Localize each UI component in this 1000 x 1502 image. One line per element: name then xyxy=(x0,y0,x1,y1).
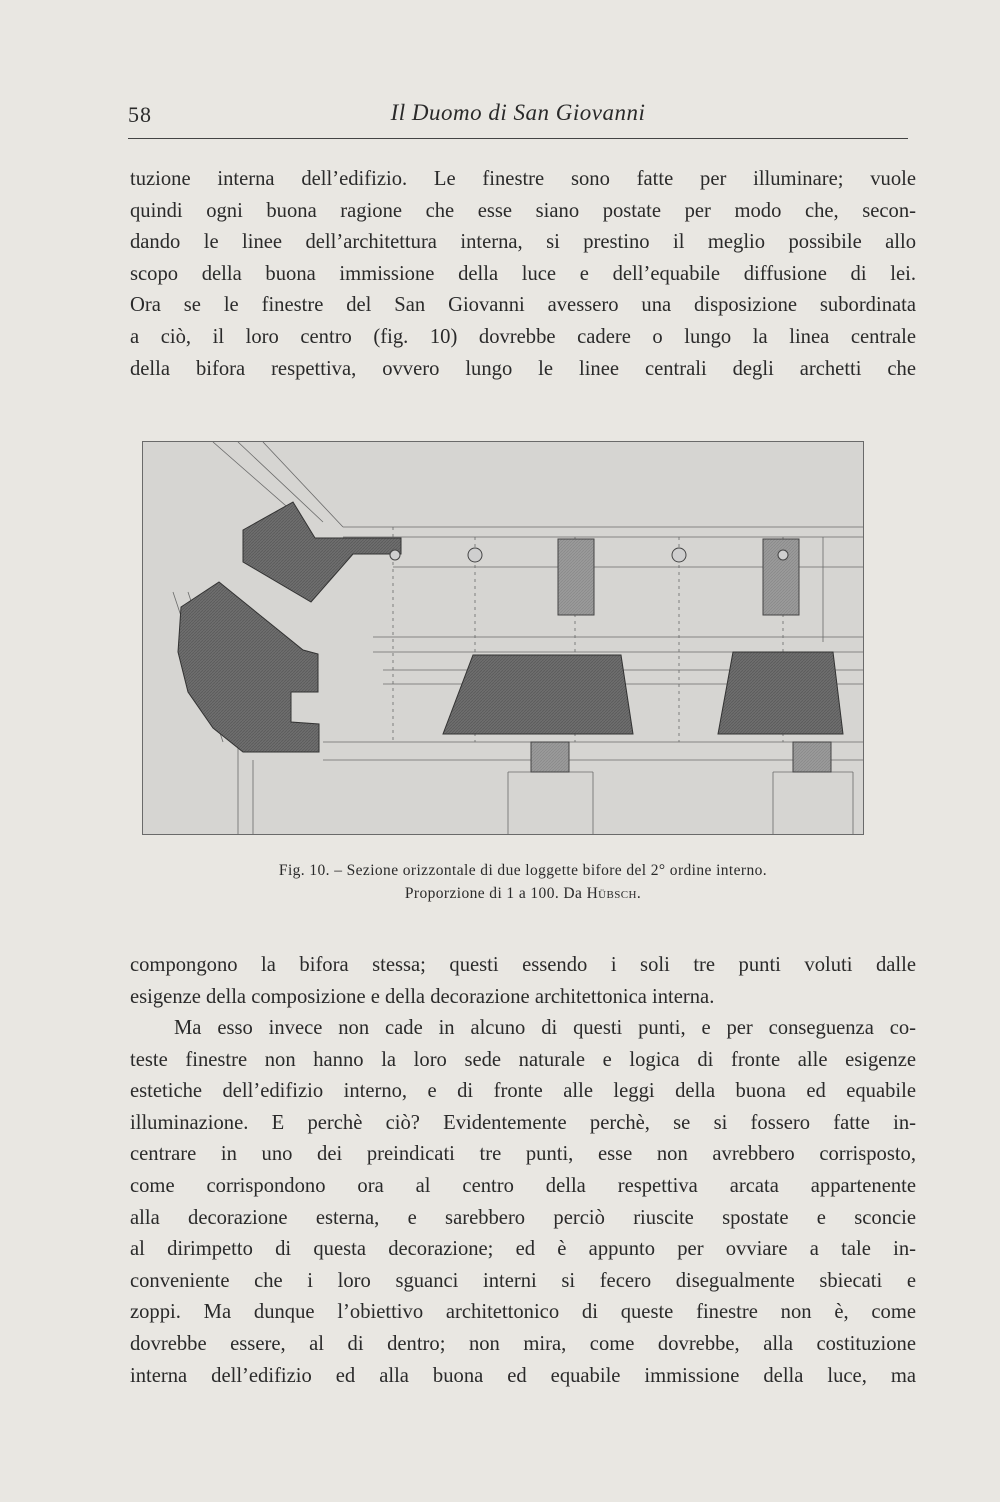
text-line: tuzione interna dell’edifizio. Le finestre sono fatte per illuminare; vuole xyxy=(130,168,916,190)
text-line: teste finestre non hanno la loro sede naturale e logica di fronte alle esigenze xyxy=(130,1048,916,1071)
text-line: interna dell’edifizio ed alla buona ed equabile immissione della luce, ma xyxy=(130,1364,916,1387)
floor-plan-drawing xyxy=(143,442,863,834)
caption-author: Hübsch. xyxy=(586,885,642,902)
text-line: illuminazione. E perchè ciò? Evidentemente perchè, se si fossero fatte in- xyxy=(130,1111,916,1134)
text-line: quindi ogni buona ragione che esse siano postate per modo che, secon- xyxy=(130,199,916,222)
paragraph-top xyxy=(130,164,916,385)
running-title: Il Duomo di San Giovanni xyxy=(390,100,646,125)
text-line: come corrispondono ora al centro della respettiva arcata appartenente xyxy=(130,1174,916,1197)
paragraph-bottom-2 xyxy=(130,1013,916,1392)
text-line: dando le linee dell’architettura interna, si prestino il meglio possibile allo xyxy=(130,231,916,254)
text-line: esigenze della composizione e della decorazione architettonica interna. xyxy=(130,985,715,1008)
figure-caption xyxy=(130,859,916,905)
paragraph-bottom-1 xyxy=(130,950,916,1013)
text-line: a ciò, il loro centro (fig. 10) dovrebbe cadere o lungo la linea centrale xyxy=(130,325,916,348)
text-line: compongono la bifora stessa; questi essendo i soli tre punti voluti dalle xyxy=(130,954,916,976)
text-line: scopo della buona immissione della luce e dell’equabile diffusione di lei. xyxy=(130,262,916,285)
text-line: zoppi. Ma dunque l’obiettivo architettonico di queste finestre non è, come xyxy=(130,1301,916,1324)
architectural-section-figure xyxy=(142,441,864,835)
caption-line xyxy=(130,882,916,905)
text-line: estetiche dell’edifizio interno, e di fronte alle leggi della buona ed equabile xyxy=(130,1080,916,1103)
text-line: centrare in uno dei preindicati tre punti, esse non avrebbero corrisposto, xyxy=(130,1143,916,1166)
text-line: Ora se le finestre del San Giovanni avessero una disposizione subordinata xyxy=(130,294,916,317)
text-line: della bifora respettiva, ovvero lungo le linee centrali degli archetti che xyxy=(130,357,916,380)
text-line: al dirimpetto di questa decorazione; ed è appunto per ovviare a tale in- xyxy=(130,1238,916,1261)
text-line: Ma esso invece non cade in alcuno di questi punti, e per conseguenza co- xyxy=(174,1017,916,1039)
page-header xyxy=(128,98,908,139)
page-number: 58 xyxy=(128,102,152,127)
text-line: conveniente che i loro sguanci interni si fecero disegualmente sbiecati e xyxy=(130,1269,916,1292)
caption-scale-text: Proporzione di 1 a 100. Da xyxy=(404,885,587,902)
text-line: dovrebbe essere, al di dentro; non mira, come dovrebbe, alla costituzione xyxy=(130,1332,916,1355)
text-line: alla decorazione esterna, e sarebbero perciò riuscite spostate e sconcie xyxy=(130,1206,916,1229)
caption-line: Fig. 10. – Sezione orizzontale di due loggette bifore del 2° ordine interno. xyxy=(278,862,768,879)
